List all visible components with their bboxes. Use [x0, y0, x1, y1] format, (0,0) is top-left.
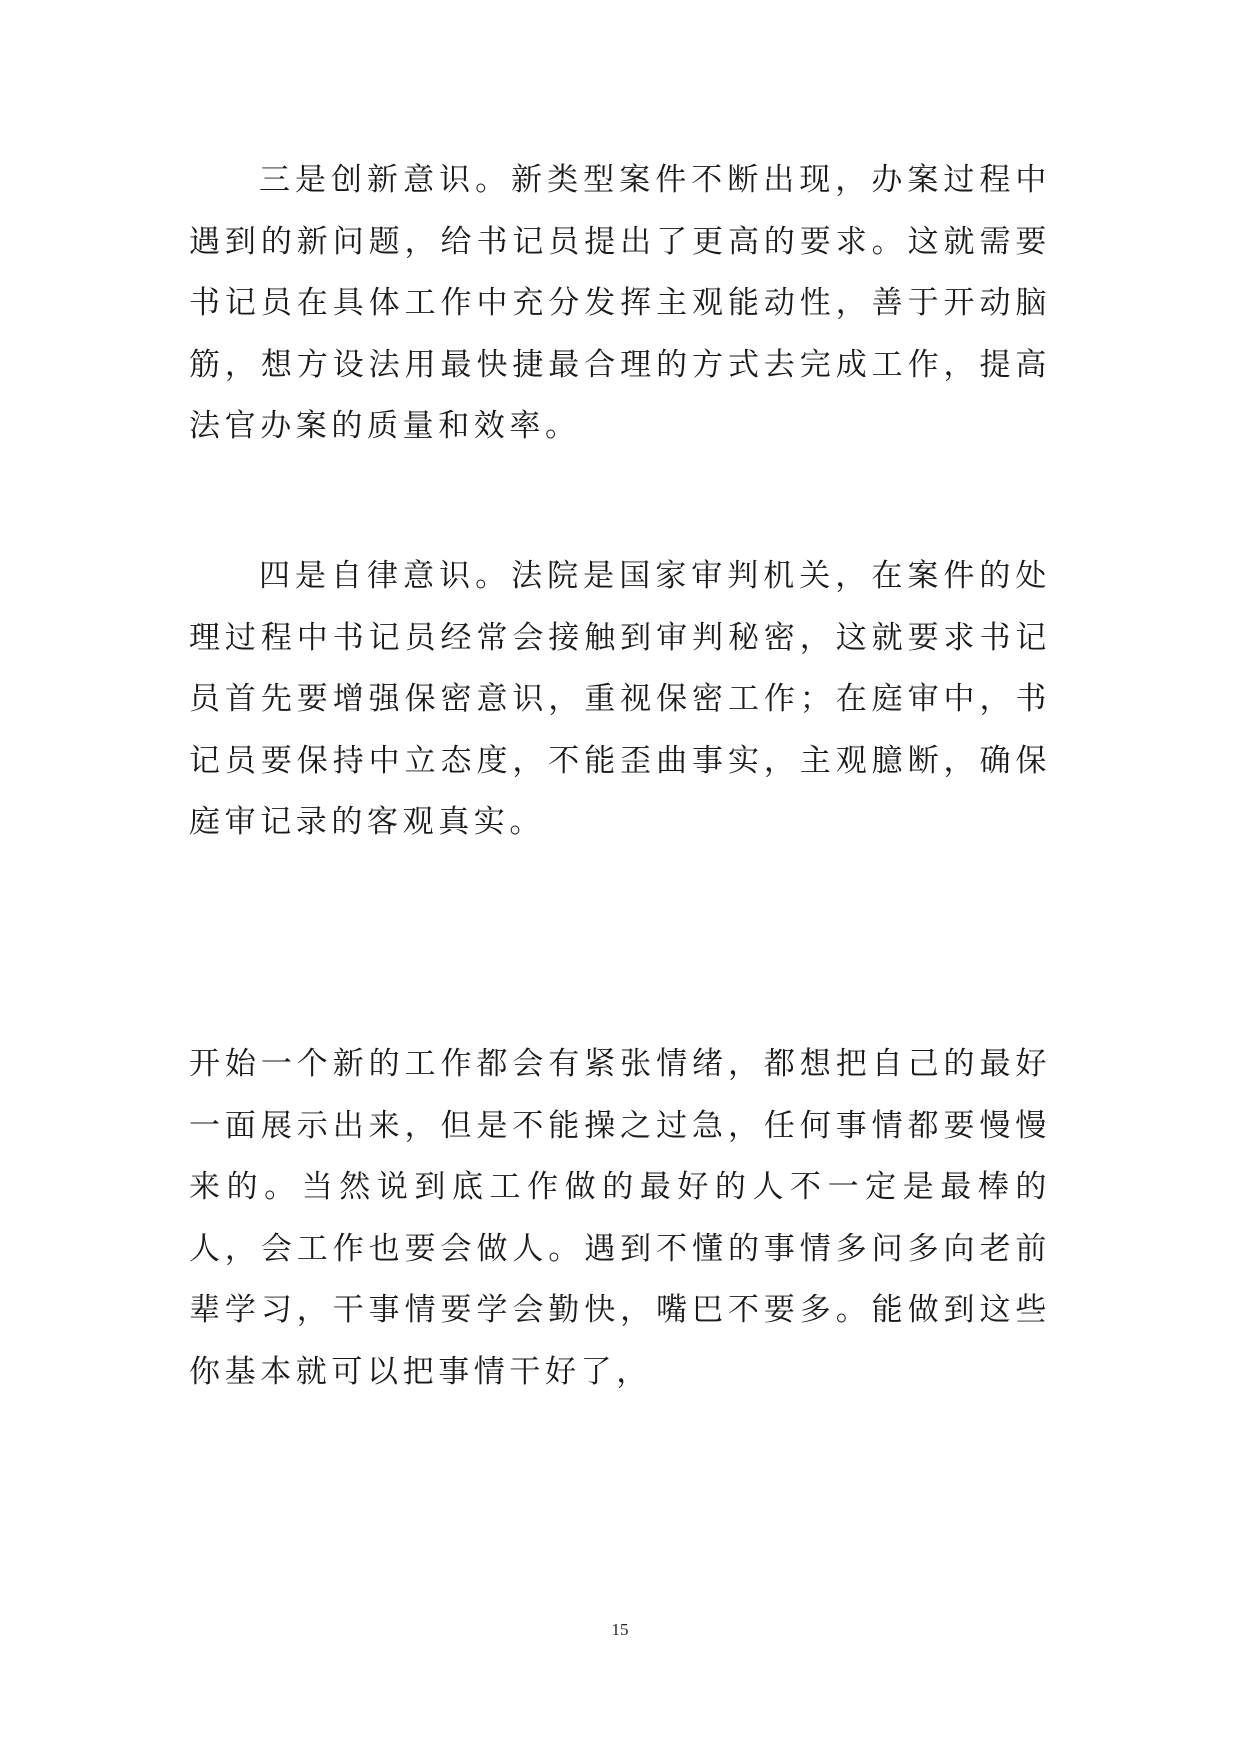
page-number: 15 [611, 1620, 629, 1639]
paragraph-innovation-awareness: 三是创新意识。新类型案件不断出现，办案过程中遇到的新问题，给书记员提出了更高的要求。这就需要书记员在具体工作中充分发挥主观能动性，善于开动脑筋，想方设法用最快捷最合理的方式去完成工作，提高法官办案的质量和效率。 [189, 162, 1051, 444]
paragraph-self-discipline-awareness: 四是自律意识。法院是国家审判机关，在案件的处理过程中书记员经常会接触到审判秘密，这就要求书记员首先要增强保密意识，重视保密工作；在庭审中，书记员要保持中立态度，不能歪曲事实，主观臆断，确保庭审记录的客观真实。 [189, 558, 1051, 840]
paragraph-work-advice: 开始一个新的工作都会有紧张情绪，都想把自己的最好一面展示出来，但是不能操之过急，任何事情都要慢慢来的。当然说到底工作做的最好的人不一定是最棒的人，会工作也要会做人。遇到不懂的事情多问多向老前辈学习，干事情要学会勤快，嘴巴不要多。能做到这些你基本就可以把事情干好了， [189, 1046, 1051, 1390]
